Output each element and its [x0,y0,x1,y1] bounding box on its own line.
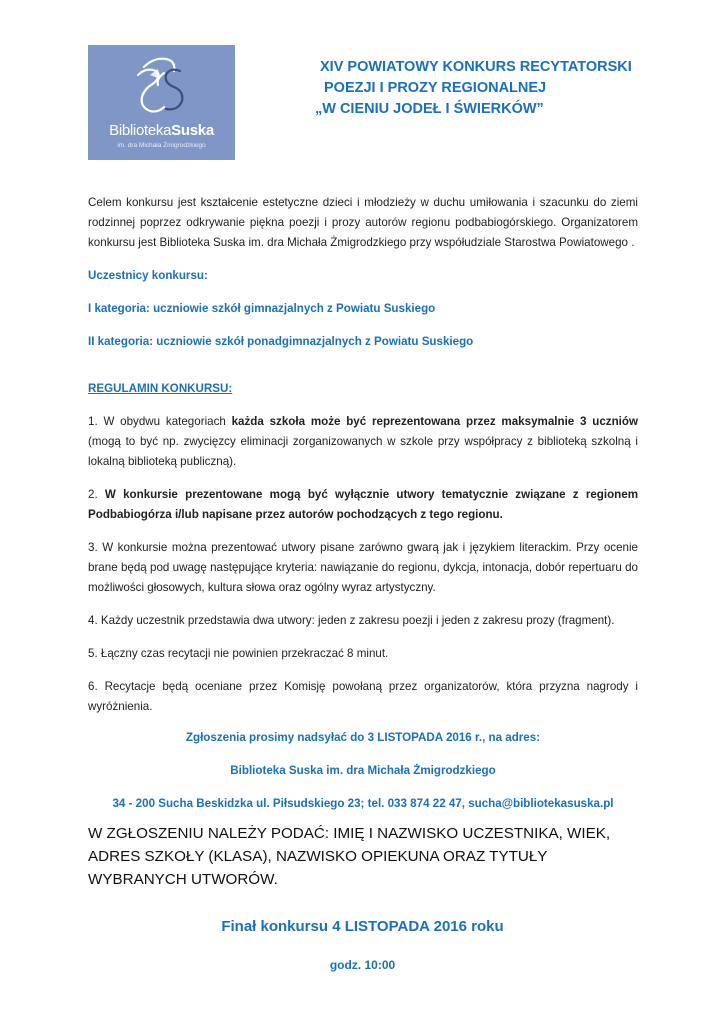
books-logo-icon [88,45,235,125]
document-body [88,193,638,814]
rule-4: 4. Każdy uczestnik przedstawia dwa utwory: jeden z zakresu poezji i jeden z zakresu prozy (fragment). [88,614,615,627]
rule-5: 5. Łączny czas recytacji nie powinien przekraczać 8 minut. [88,647,389,660]
submission-address: 34 - 200 Sucha Beskidzka ul. Piłsudskiego 23; tel. 033 874 22 47, sucha@bibliotekasuska.pl [112,797,614,810]
final-time: godz. 10:00 [329,958,396,972]
rule-6: 6. Recytacje będą oceniane przez Komisję powołaną przez organizatorów, która przyzna nagrody i wyróżnienia. [88,680,638,713]
logo-wordmark [88,122,235,139]
library-logo [88,45,235,160]
intro-paragraph: Celem konkursu jest kształcenie estetyczne dzieci i młodzieży w duchu umiłowania i szacunku do ziemi rodzinnej poprzez odkrywanie piękna poezji i prozy autorów regionu podbabiogórskiego. Organizatorem konkursu jest Biblioteka Suska im. dra Michała Żmigrodzkiego przy współudziale Starostwa Powiatowego . [88,196,638,249]
submission-recipient: Biblioteka Suska im. dra Michała Żmigrodzkiego [230,764,496,777]
title-line-3: „W CIENIU JODEŁ I ŚWIERKÓW” [315,101,544,117]
participants-heading: Uczestnicy konkursu: [88,269,208,282]
rules-heading: REGULAMIN KONKURSU: [88,382,233,395]
rule-2-pre: 2. [88,488,105,501]
title-line-1: XIV POWIATOWY KONKURS RECYTATORSKI [320,59,632,75]
rule-2-bold: W konkursie prezentowane mogą być wyłącznie utwory tematycznie związane z regionem Podbabiogórza i/lub napisane przez autorów pochodzących z tego regionu. [88,488,639,521]
title-line-2: POEZJI I PROZY REGIONALNEJ [324,80,547,96]
document-title [305,57,705,120]
rule-1-pre: 1. W obydwu kategoriach [88,415,232,428]
category-1: I kategoria: uczniowie szkół gimnazjalnych z Powiatu Suskiego [88,302,436,315]
category-2: II kategoria: uczniowie szkół ponadgimnazjalnych z Powiatu Suskiego [88,335,474,348]
logo-name-part1: Biblioteka [109,122,172,139]
logo-name-part2: Suska [171,122,214,139]
logo-subtitle: im. dra Michała Żmigrodzkiego [117,142,206,149]
application-notice: W ZGŁOSZENIU NALEŻY PODAĆ: IMIĘ I NAZWISKO UCZESTNIKA, WIEK, ADRES SZKOŁY (KLASA), NAZWISKO OPIEKUNA ORAZ TYTUŁY WYBRANYCH UTWORÓW. [88,825,611,888]
rule-3: 3. W konkursie można prezentować utwory pisane zarówno gwarą jak i językiem literackim. Przy ocenie brane będą pod uwagę następujące kryteria: nawiązanie do regionu, dykcja, intonacja, dobór repertuaru do możliwości głosowych, kultura słowa oraz ogólny wyraz artystyczny. [88,541,638,594]
rule-1-bold: każda szkoła może być reprezentowana przez maksymalnie 3 uczniów [231,415,638,428]
final-date: Finał konkursu 4 LISTOPADA 2016 roku [221,918,504,935]
submission-deadline: Zgłoszenia prosimy nadsyłać do 3 LISTOPADA 2016 r., na adres: [185,731,541,744]
rule-1-post: (mogą to być np. zwycięzcy eliminacji zorganizowanych w szkole przy współpracy z biblioteką szkolną i lokalną biblioteką publiczną). [88,435,638,468]
rule-2 [88,485,638,525]
rule-1 [88,412,638,472]
